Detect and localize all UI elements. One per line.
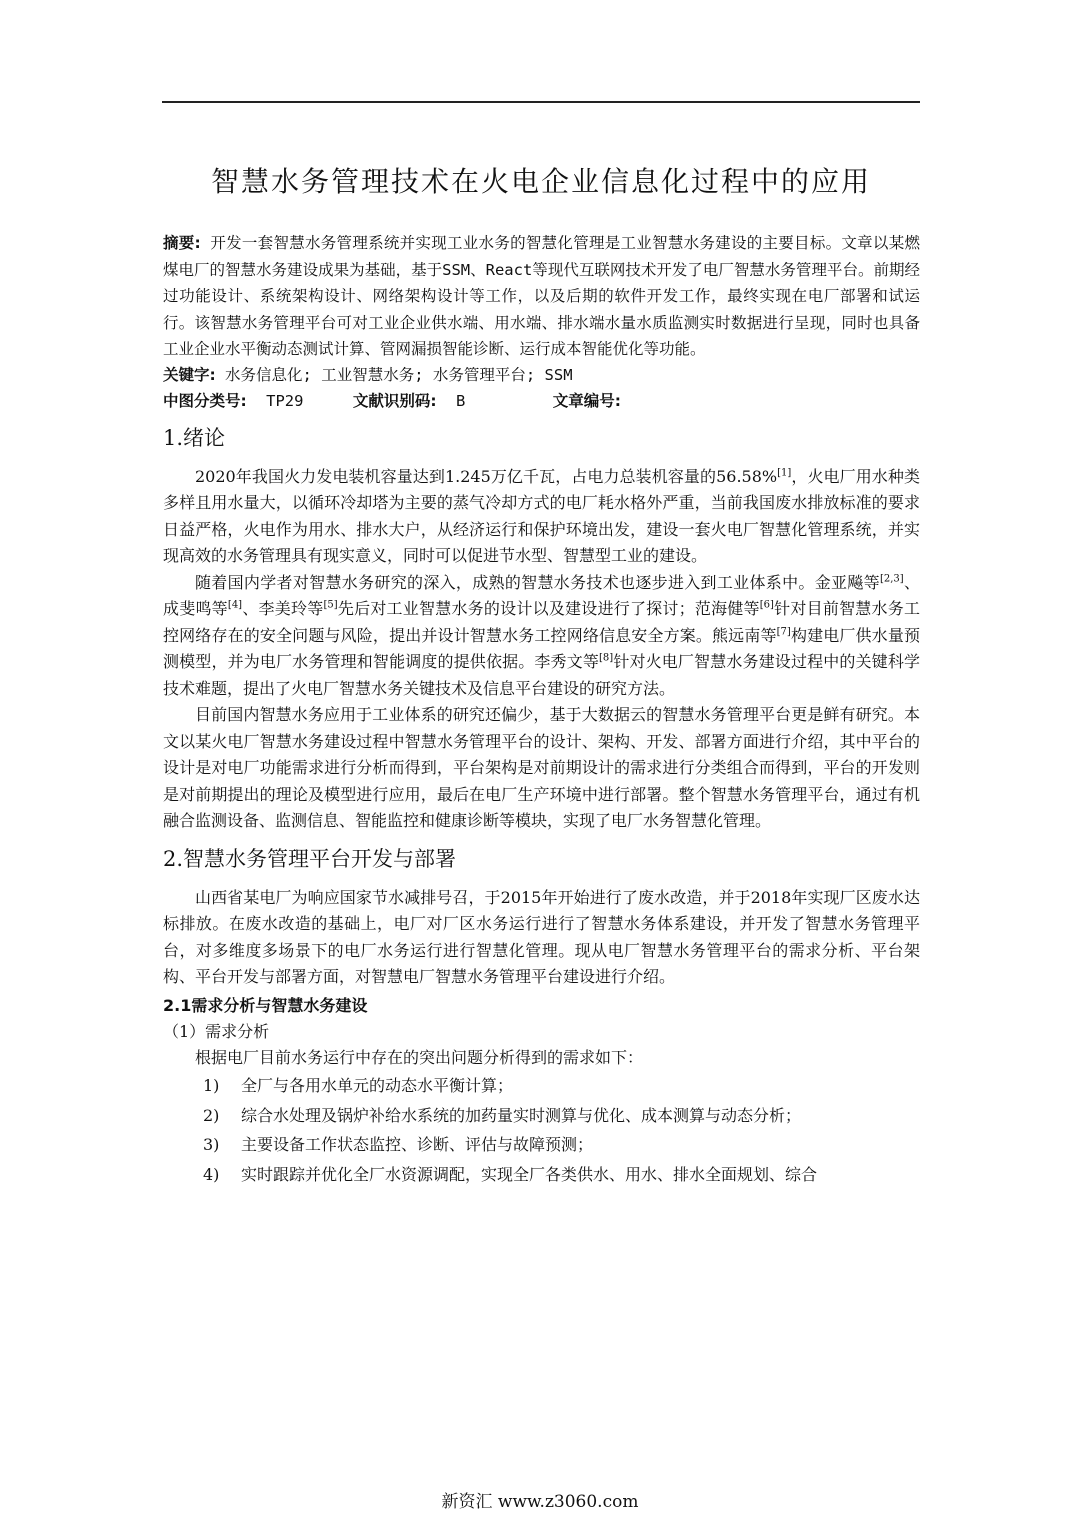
list-item bbox=[163, 1130, 920, 1160]
list-number: 4) bbox=[203, 1164, 220, 1184]
text-span: 、成斐鸣等 bbox=[163, 572, 920, 618]
section-1-paragraph-3: 目前国内智慧水务应用于工业体系的研究还偏少，基于大数据云的智慧水务管理平台更是鲜有研究。本文以某火电厂智慧水务建设过程中智慧水务管理平台的设计、架构、开发、部署方面进行介绍，其中平台的设计是对电厂功能需求进行分析而得到，平台架构是对前期设计的需求进行分类组合而得到，平台的开发则是对前期提出的理论及模型进行应用，最后在电厂生产环境中进行部署。整个智慧水务管理平台，通过有机融合监测设备、监测信息、智能监控和健康诊断等模块，实现了电厂水务智慧化管理。 bbox=[163, 705, 920, 830]
paper-body bbox=[163, 230, 920, 1189]
text-span: 构建电厂供水量预测模型，并为电厂水务管理和智能调度的提供依据。李秀文等 bbox=[163, 625, 920, 671]
list-item bbox=[163, 1071, 920, 1101]
list-item bbox=[163, 1101, 920, 1131]
section-1-paragraph-1 bbox=[163, 464, 920, 570]
citation: [2,3] bbox=[879, 573, 904, 585]
list-number: 2) bbox=[203, 1105, 220, 1125]
section-2-heading: 2.智慧水务管理平台开发与部署 bbox=[163, 846, 457, 871]
text-span: ，火电厂用水种类多样且用水量大，以循环冷却塔为主要的蒸气冷却方式的电厂耗水格外严重，当前我国废水排放标准的要求日益严格，火电作为用水、排水大户，从经济运行和保护环境出发，建设一套火电厂智慧化管理系统，并实现高效的水务管理具有现实意义，同时可以促进节水型、智慧型工业的建设。 bbox=[163, 466, 920, 565]
citation: [1] bbox=[777, 467, 792, 479]
list-text: 全厂与各用水单元的动态水平衡计算； bbox=[241, 1076, 514, 1095]
classification-row bbox=[163, 388, 920, 414]
item-heading: （1）需求分析 bbox=[163, 1021, 270, 1041]
doc-code-label: 文献识别码: bbox=[352, 391, 437, 410]
clc-value: TP29 bbox=[266, 391, 304, 410]
top-rule bbox=[162, 101, 920, 103]
section-2-paragraph-1: 山西省某电厂为响应国家节水减排号召，于2015年开始进行了废水改造，并于2018年实现厂区废水达标排放。在废水改造的基础上，电厂对厂区水务运行进行了智慧水务体系建设，并开发了智慧水务管理平台，对多维度多场景下的电厂水务运行进行智慧化管理。现从电厂智慧水务管理平台的需求分析、平台架构、平台开发与部署方面，对智慧电厂智慧水务管理平台建设进行介绍。 bbox=[163, 887, 920, 986]
abstract-label: 摘要: bbox=[163, 234, 201, 252]
doc-code-value: B bbox=[455, 391, 466, 410]
list-text: 综合水处理及锅炉补给水系统的加药量实时测算与优化、成本测算与动态分析； bbox=[241, 1105, 802, 1125]
list-number: 1) bbox=[203, 1076, 220, 1095]
clc-label: 中图分类号: bbox=[163, 391, 247, 410]
section-1-paragraph-2 bbox=[163, 570, 920, 703]
text-span: 2020年我国火力发电装机容量达到1.245万亿千瓦，占电力总装机容量的56.58% bbox=[195, 466, 778, 486]
list-text: 主要设备工作状态监控、诊断、评估与故障预测； bbox=[241, 1135, 594, 1154]
list-item bbox=[163, 1160, 920, 1190]
citation: [8] bbox=[599, 652, 614, 664]
subsection-2-1-heading: 2.1需求分析与智慧水务建设 bbox=[163, 995, 368, 1015]
citation: [6] bbox=[759, 599, 774, 611]
paper-title: 智慧水务管理技术在火电企业信息化过程中的应用 bbox=[210, 165, 871, 198]
abstract bbox=[163, 230, 920, 363]
footer-watermark: 新资汇 www.z3060.com bbox=[441, 1492, 639, 1512]
keywords bbox=[163, 363, 920, 388]
citation: [4] bbox=[227, 599, 243, 611]
citation: [7] bbox=[776, 626, 791, 638]
keywords-label: 关键字: bbox=[163, 365, 216, 384]
abstract-text: 开发一套智慧水务管理系统并实现工业水务的智慧化管理是工业智慧水务建设的主要目标。文章以某燃煤电厂的智慧水务建设成果为基础，基于SSM、React等现代互联网技术开发了电厂智慧水务管理平台。前期经过功能设计、系统架构设计、网络架构设计等工作，以及后期的软件开发工作，最终实现在电厂部署和试运行。该智慧水务管理平台可对工业企业供水端、用水端、排水端水量水质监测实时数据进行呈现，同时也具备工业企业水平衡动态测试计算、管网漏损智能诊断、运行成本智能优化等功能。 bbox=[163, 234, 920, 358]
article-number-label: 文章编号: bbox=[552, 391, 621, 410]
section-1-heading: 1.绪论 bbox=[163, 425, 226, 450]
text-span: 、李美玲等 bbox=[242, 599, 324, 618]
text-span: 先后对工业智慧水务的设计以及建设进行了探讨；范海健等 bbox=[337, 599, 760, 618]
citation: [5] bbox=[323, 599, 338, 611]
list-number: 3) bbox=[203, 1135, 220, 1154]
keywords-text: 水务信息化; 工业智慧水务; 水务管理平台; SSM bbox=[225, 365, 573, 384]
text-span: 针对火电厂智慧水务建设过程中的关键科学技术难题，提出了火电厂智慧水务关键技术及信息平台建设的研究方法。 bbox=[163, 652, 920, 698]
requirements-list bbox=[163, 1071, 920, 1189]
requirements-intro: 根据电厂目前水务运行中存在的突出问题分析得到的需求如下： bbox=[195, 1047, 644, 1067]
text-span: 针对目前智慧水务工控网络存在的安全问题与风险，提出并设计智慧水务工控网络信息安全方案。熊远南等 bbox=[163, 599, 920, 645]
text-span: 随着国内学者对智慧水务研究的深入，成熟的智慧水务技术也逐步进入到工业体系中。金亚飚等 bbox=[195, 572, 880, 592]
list-text: 实时跟踪并优化全厂水资源调配，实现全厂各类供水、用水、排水全面规划、综合 bbox=[241, 1164, 818, 1184]
